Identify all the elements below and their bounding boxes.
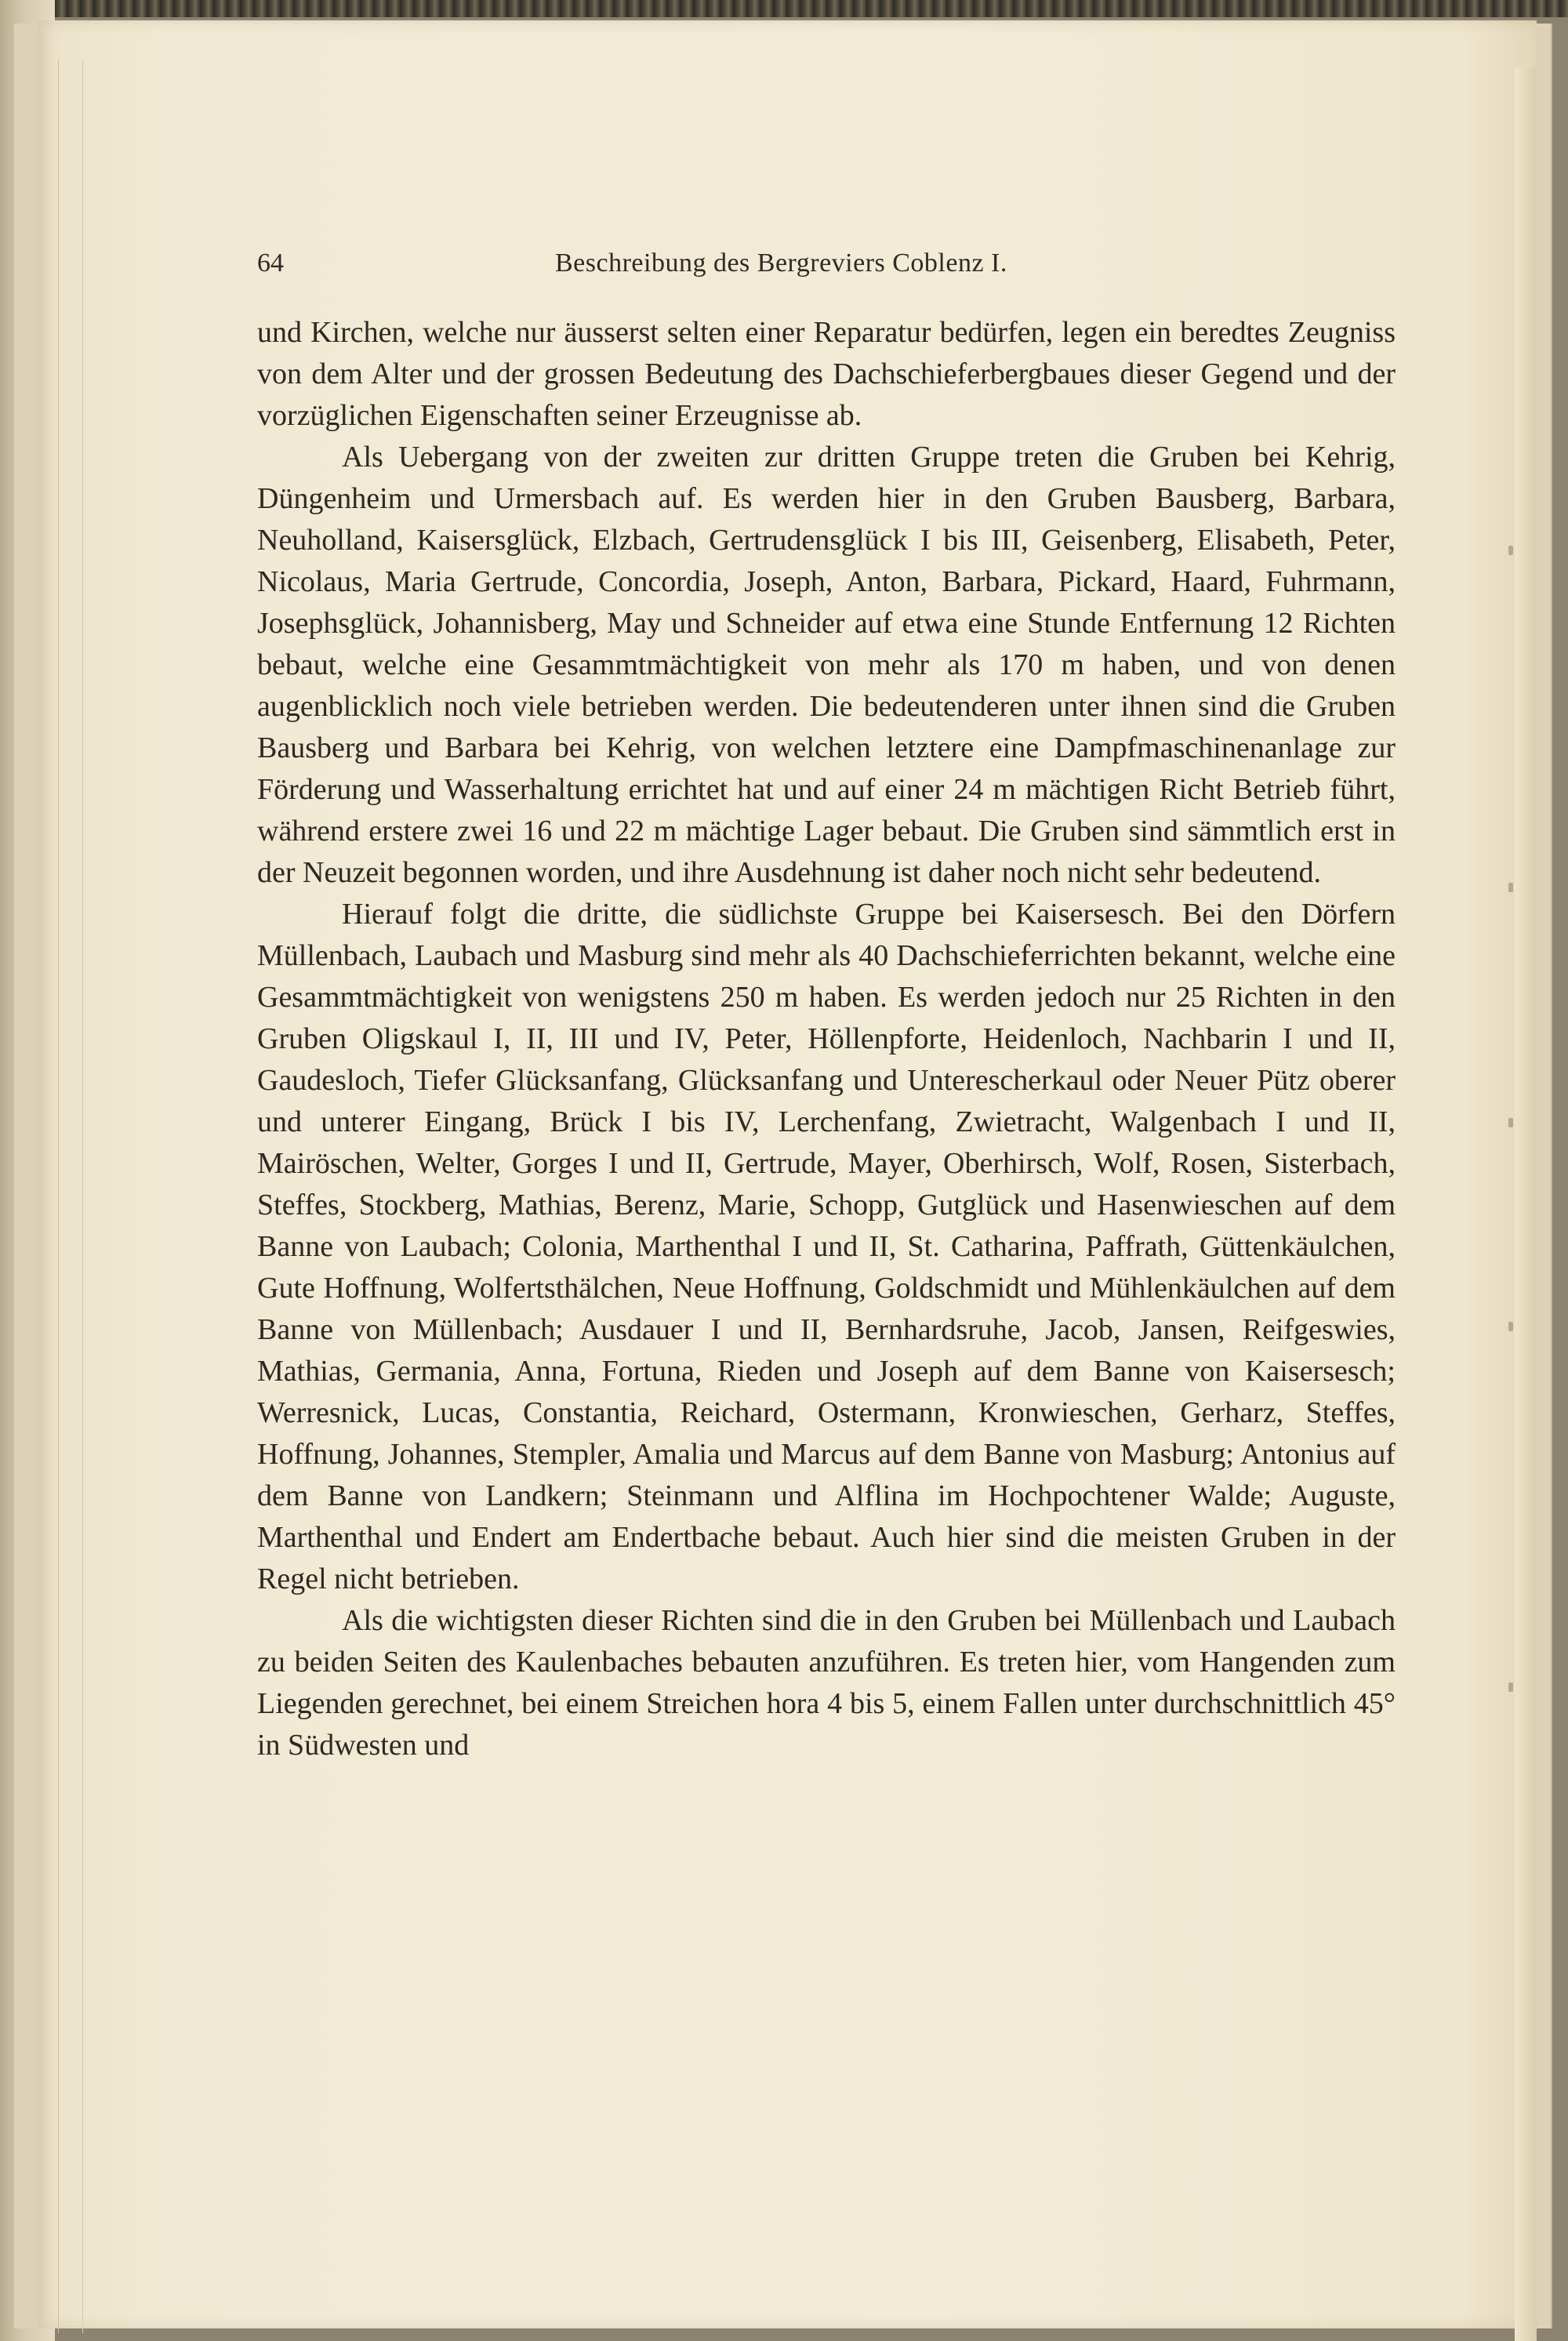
body-text <box>257 312 1396 1766</box>
book-top-edge <box>0 0 1568 17</box>
running-title: Beschreibung des Bergreviers Coblenz I. <box>555 249 1007 278</box>
margin-mark <box>1508 1322 1513 1331</box>
margin-mark <box>1508 1682 1513 1692</box>
paragraph: Hierauf folgt die dritte, die südlichste Gruppe bei Kaisersesch. Bei den Dörfern Müllenbach, Laubach und Masburg sind mehr als 40 Dachschieferrichten bekannt, welche eine Gesammtmächtigkeit von wenigstens 250 m haben. Es werden jedoch nur 25 Richten in den Gruben Oligskaul I, II, III und IV, Peter, Höllenpforte, Heidenloch, Nachbarin I und II, Gaudesloch, Tiefer Glücksanfang, Glücksanfang und Unterescherkaul oder Neuer Pütz oberer und unterer Eingang, Brück I bis IV, Lerchenfang, Zwietracht, Walgenbach I und II, Mairöschen, Welter, Gorges I und II, Gertrude, Mayer, Oberhirsch, Wolf, Rosen, Sisterbach, Steffes, Stockberg, Mathias, Berenz, Marie, Schopp, Gutglück und Hasenwieschen auf dem Banne von Laubach; Colonia, Marthenthal I und II, St. Catharina, Paffrath, Güttenkäulchen, Gute Hoffnung, Wolfertsthälchen, Neue Hoffnung, Goldschmidt und Mühlenkäulchen auf dem Banne von Müllenbach; Ausdauer I und II, Bernhardsruhe, Jacob, Jansen, Reifgeswies, Mathias, Germania, Anna, Fortuna, Rieden und Joseph auf dem Banne von Kaisersesch; Werresnick, Lucas, Constantia, Reichard, Ostermann, Kronwieschen, Gerharz, Steffes, Hoffnung, Johannes, Stempler, Amalia und Marcus auf dem Banne von Masburg; Antonius auf dem Banne von Landkern; Steinmann und Alflina im Hochpochtener Walde; Auguste, Marthenthal und Endert am Endertbache bebaut. Auch hier sind die meisten Gruben in der Regel nicht betrieben. <box>257 898 1396 1595</box>
page-number: 64 <box>257 249 284 278</box>
paragraph: und Kirchen, welche nur äusserst selten einer Reparatur bedürfen, legen ein beredtes Zeugniss von dem Alter und der grossen Bedeutung des Dachschieferbergbaues dieser Gegend und der vorzüglichen Eigenschaften seiner Erzeugnisse ab. <box>257 316 1396 432</box>
page-header <box>257 248 1396 279</box>
page-right-strip <box>1515 67 1537 2341</box>
margin-mark <box>1508 1118 1513 1127</box>
margin-mark <box>1508 546 1513 555</box>
paragraph: Als Uebergang von der zweiten zur dritten Gruppe treten die Gruben bei Kehrig, Düngenheim und Urmersbach auf. Es werden hier in den Gruben Bausberg, Barbara, Neuholland, Kaisersglück, Elzbach, Gertrudensglück I bis III, Geisenberg, Elisabeth, Peter, Nicolaus, Maria Gertrude, Concordia, Joseph, Anton, Barbara, Pickard, Haard, Fuhrmann, Josephsglück, Johannisberg, May und Schneider auf etwa eine Stunde Entfernung 12 Richten bebaut, welche eine Gesammtmächtigkeit von mehr als 170 m haben, und von denen augenblicklich noch viele betrieben werden. Die bedeutenderen unter ihnen sind die Gruben Bausberg und Barbara bei Kehrig, von welchen letztere eine Dampfmaschinenanlage zur Förderung und Wasserhaltung errichtet hat und auf einer 24 m mächtigen Richt Betrieb führt, während erstere zwei 16 und 22 m mächtige Lager bebaut. Die Gruben sind sämmtlich erst in der Neuzeit begonnen worden, und ihre Ausdehnung ist daher noch nicht sehr bedeutend. <box>257 441 1396 889</box>
paragraph: Als die wichtigsten dieser Richten sind die in den Gruben bei Müllenbach und Laubach zu beiden Seiten des Kaulenbaches bebauten anzuführen. Es treten hier, vom Hangenden zum Liegenden gerechnet, bei einem Streichen hora 4 bis 5, einem Fallen unter durchschnittlich 45° in Südwesten und <box>257 1604 1396 1762</box>
page-edge-lines <box>58 60 83 2333</box>
margin-mark <box>1508 883 1513 892</box>
